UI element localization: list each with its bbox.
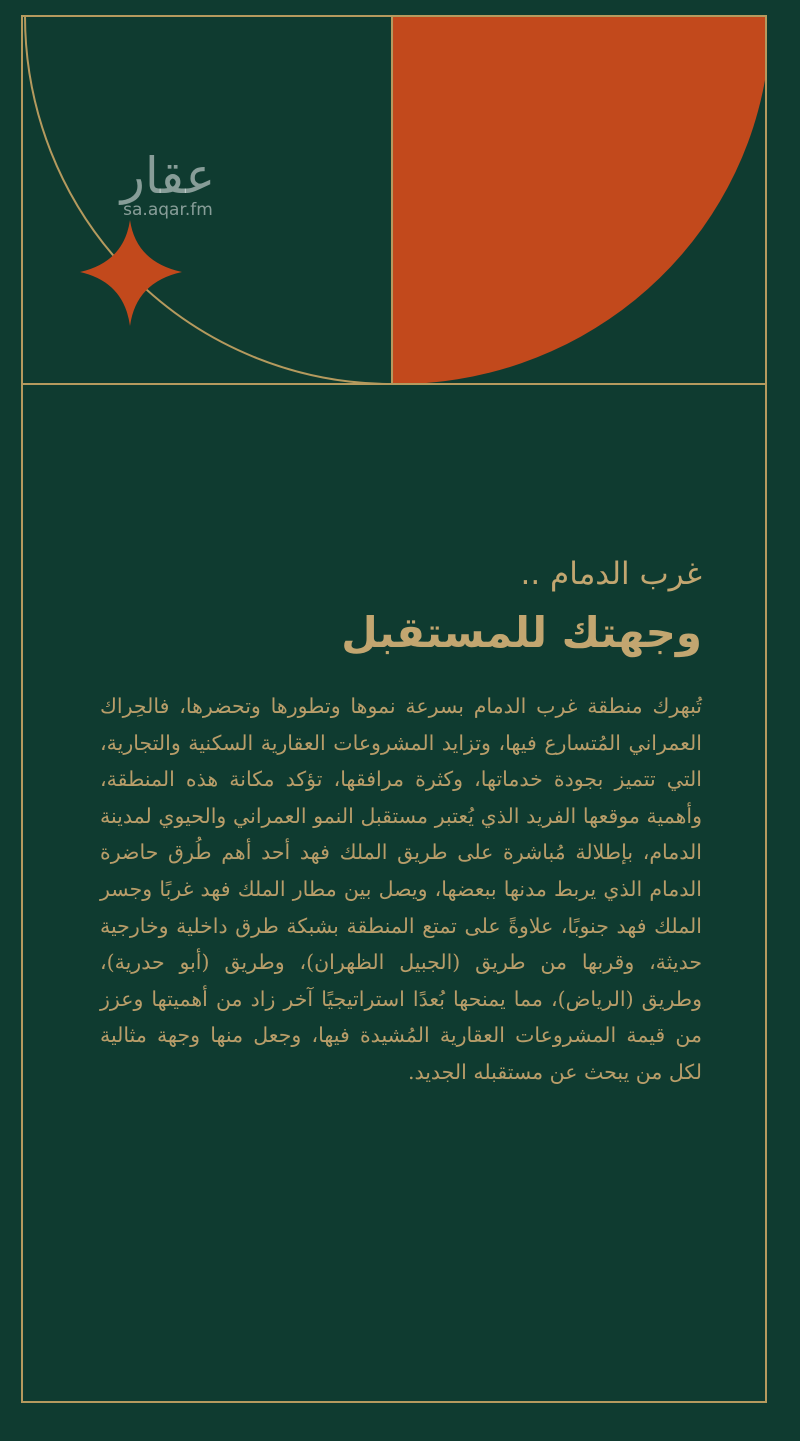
aqar-watermark xyxy=(98,148,238,220)
orange-quarter-circle xyxy=(392,16,765,384)
watermark-arabic: عقار xyxy=(120,147,216,205)
four-point-star-icon xyxy=(80,220,182,326)
subtitle: غرب الدمام .. xyxy=(520,556,702,592)
body-paragraph: تُبهرك منطقة غرب الدمام بسرعة نموها وتطورها وتحضرها، فالحِراك العمراني المُتسارع فيها، وتزايد المشروعات العقارية السكنية والتجارية، التي تتميز بجودة خدماتها، وكثرة مرافقها، تؤكد مكانة هذه المنطقة، وأهمية موقعها الفريد الذي يُعتبر مستقبل النمو العمراني والحيوي لمدينة الدمام، بإطلالة مُباشرة على طريق الملك فهد أحد أهم طُرق حاضرة الدمام الذي يربط مدنها ببعضها، ويصل بين مطار الملك فهد غربًا وجسر الملك فهد جنوبًا، علاوةً على تمتع المنطقة بشبكة طرق داخلية وخارجية حديثة، وقربها من طريق (الجبيل الظهران)، وطريق (أبو حدرية)، وطريق (الرياض)، مما يمنحها بُعدًا استراتيجيًا آخر زاد من أهميتها وعزز من قيمة المشروعات العقارية المُشيدة فيها، وجعل منها وجهة مثالية لكل من يبحث عن مستقبله الجديد. xyxy=(100,694,702,1084)
text-block xyxy=(100,548,702,1091)
watermark-domain: sa.aqar.fm xyxy=(123,200,213,220)
page-title: وجهتك للمستقبل xyxy=(341,608,702,657)
